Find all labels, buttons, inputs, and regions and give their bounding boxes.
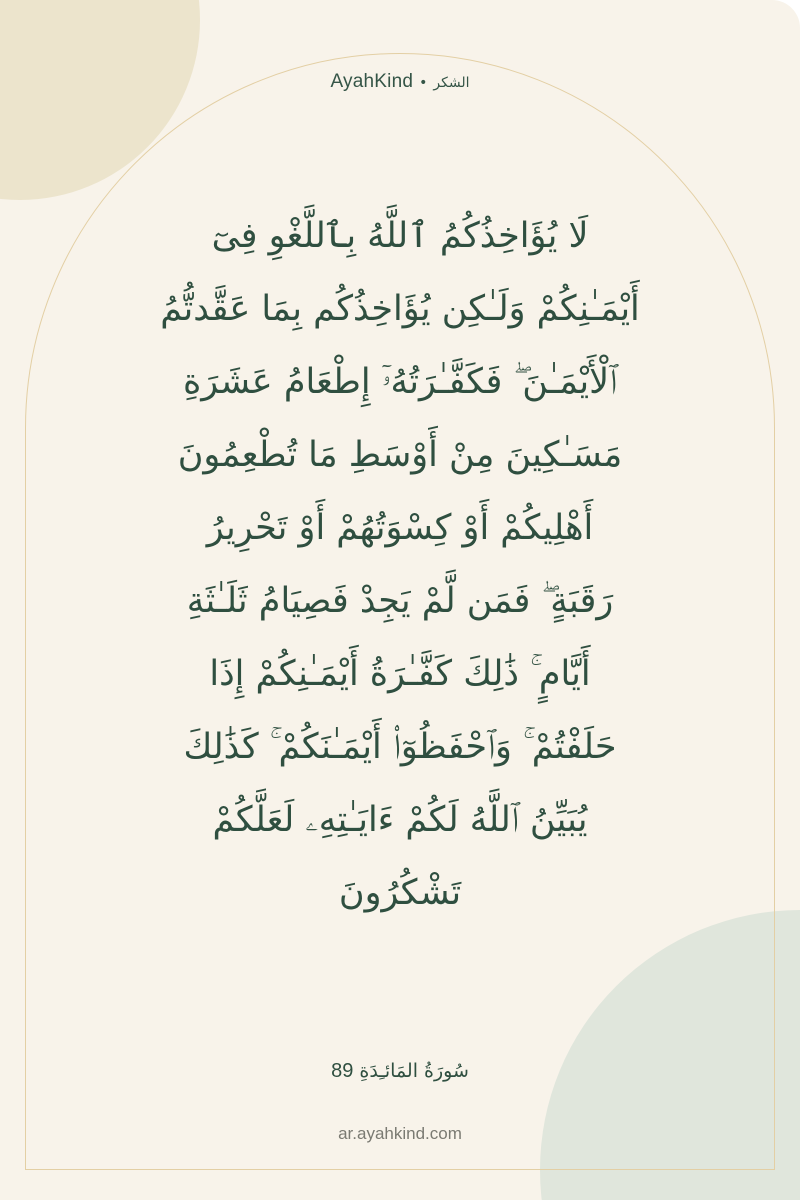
ayah-number: 89 <box>331 1060 354 1082</box>
header <box>0 70 800 95</box>
verse-line: أَيْمَـٰنِكُمْ وَلَـٰكِن يُؤَاخِذُكُم بِمَا عَقَّدتُّمُ <box>160 289 640 329</box>
verse-line: تَشْكُرُونَ <box>338 873 462 913</box>
topic-label: الشكر <box>433 75 470 91</box>
separator-dot: • <box>419 75 428 91</box>
verse-line: أَيَّامٍ ۚ ذَٰلِكَ كَفَّـٰرَةُ أَيْمَـٰنِكُمْ إِذَا <box>209 654 591 694</box>
verse-line: أَهْلِيكُمْ أَوْ كِسْوَتُهُمْ أَوْ تَحْرِيرُ <box>206 508 594 548</box>
brand-name: AyahKind <box>330 71 414 92</box>
verse-line: يُبَيِّنُ ٱللَّهُ لَكُمْ ءَايَـٰتِهِۦ لَعَلَّكُمْ <box>212 800 588 840</box>
verse-line: لَا يُؤَاخِذُكُمُ ٱللَّهُ بِٱللَّغْوِ فِىٓ <box>211 216 589 256</box>
verse-line: حَلَفْتُمْ ۚ وَٱحْفَظُوٓا۟ أَيْمَـٰنَكُمْ ۚ كَذَٰلِكَ <box>183 727 617 767</box>
verse-line: ٱلْأَيْمَـٰنَ ۖ فَكَفَّـٰرَتُهُۥٓ إِطْعَامُ عَشَرَةِ <box>182 362 618 402</box>
verse-text <box>130 200 670 930</box>
verse-line: مَسَـٰكِينَ مِنْ أَوْسَطِ مَا تُطْعِمُونَ <box>177 435 623 475</box>
surah-reference <box>0 1058 800 1084</box>
verse-line: رَقَبَةٍ ۖ فَمَن لَّمْ يَجِدْ فَصِيَامُ ثَلَـٰثَةِ <box>186 581 614 621</box>
surah-name: سُورَةُ المَائـِدَةِ <box>359 1060 469 1082</box>
website-url: ar.ayahkind.com <box>338 1124 462 1143</box>
